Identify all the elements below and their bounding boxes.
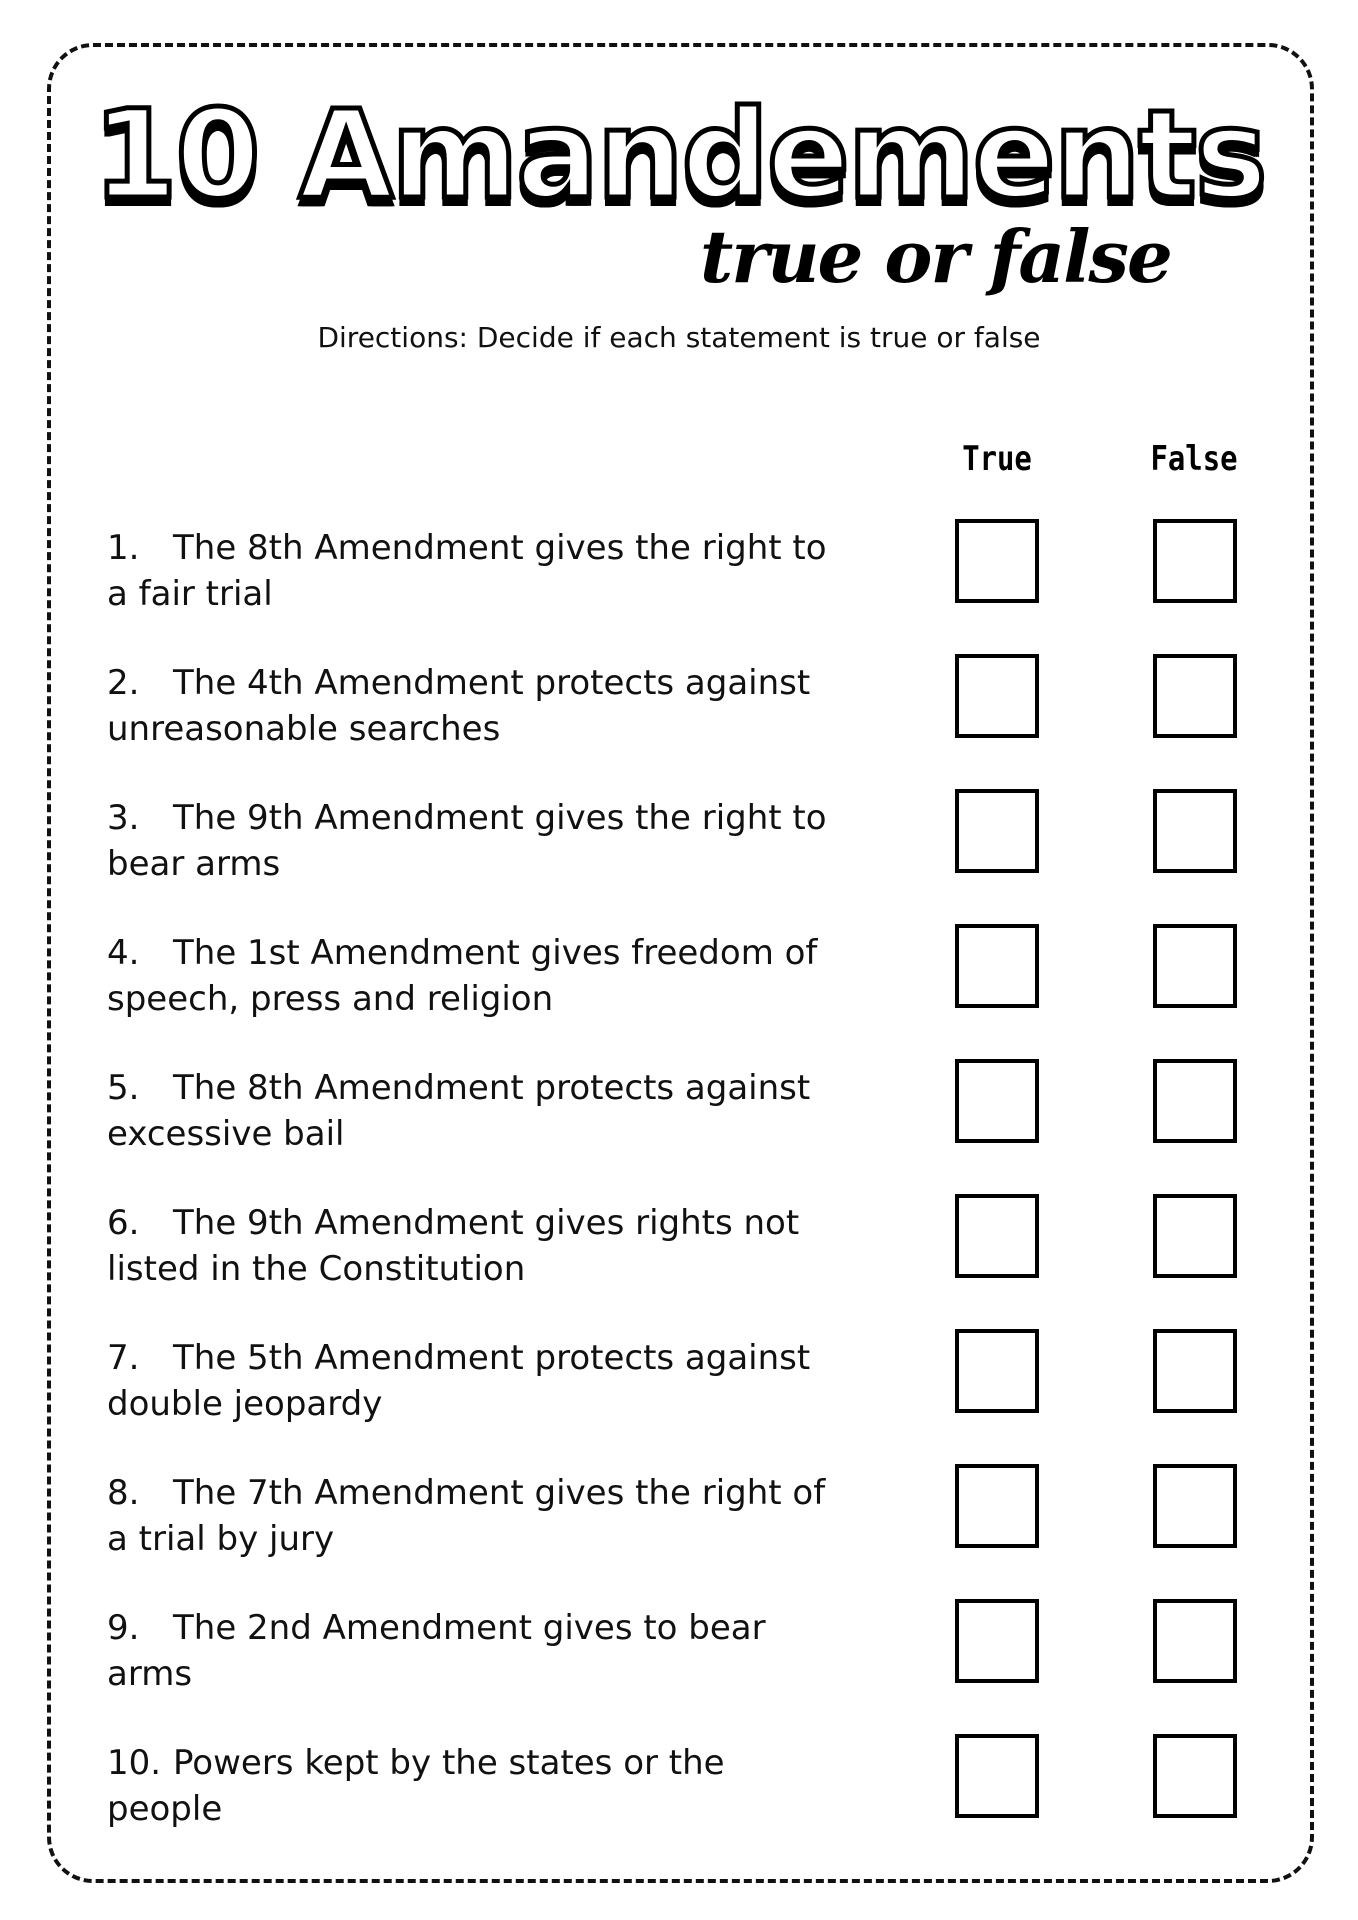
question-line-2: people <box>107 1789 223 1829</box>
question-text: Powers kept by the states or the <box>173 1743 725 1783</box>
question-item <box>107 930 827 1022</box>
question-line-1 <box>107 1335 827 1381</box>
false-checkbox[interactable] <box>1153 1734 1237 1818</box>
question-number: 7. <box>107 1338 140 1378</box>
true-checkbox[interactable] <box>955 519 1039 603</box>
true-checkbox[interactable] <box>955 1194 1039 1278</box>
question-number: 6. <box>107 1203 140 1243</box>
true-column-header: True <box>962 439 1032 479</box>
question-text: The 1st Amendment gives freedom of <box>173 933 818 973</box>
true-checkbox[interactable] <box>955 654 1039 738</box>
question-line-2: listed in the Constitution <box>107 1249 526 1289</box>
true-checkbox[interactable] <box>955 1599 1039 1683</box>
question-text: The 9th Amendment gives the right to <box>173 798 827 838</box>
question-item <box>107 1065 827 1157</box>
question-line-1 <box>107 795 827 841</box>
question-line-1 <box>107 1740 827 1786</box>
true-checkbox[interactable] <box>955 1059 1039 1143</box>
false-column-header: False <box>1150 439 1238 479</box>
question-item <box>107 1200 827 1292</box>
question-line-2: arms <box>107 1654 193 1694</box>
question-item <box>107 525 827 617</box>
worksheet-title: 10 Amandements <box>92 84 1266 226</box>
question-text: The 2nd Amendment gives to bear <box>173 1608 766 1648</box>
true-checkbox[interactable] <box>955 924 1039 1008</box>
false-checkbox[interactable] <box>1153 1329 1237 1413</box>
question-text: The 5th Amendment protects against <box>173 1338 811 1378</box>
true-checkbox[interactable] <box>955 789 1039 873</box>
question-line-2: bear arms <box>107 844 281 884</box>
question-line-1 <box>107 930 827 976</box>
question-line-1 <box>107 660 827 706</box>
question-number: 9. <box>107 1608 140 1648</box>
true-checkbox[interactable] <box>955 1464 1039 1548</box>
question-line-2: a trial by jury <box>107 1519 335 1559</box>
question-number: 3. <box>107 798 140 838</box>
question-number: 4. <box>107 933 140 973</box>
question-line-2: unreasonable searches <box>107 709 501 749</box>
question-text: The 8th Amendment gives the right to <box>173 528 827 568</box>
question-number: 10. <box>107 1743 162 1783</box>
question-number: 5. <box>107 1068 140 1108</box>
question-line-2: speech, press and religion <box>107 979 554 1019</box>
question-item <box>107 1740 827 1832</box>
true-checkbox[interactable] <box>955 1734 1039 1818</box>
question-text: The 9th Amendment gives rights not <box>173 1203 800 1243</box>
true-checkbox[interactable] <box>955 1329 1039 1413</box>
question-line-2: double jeopardy <box>107 1384 383 1424</box>
false-checkbox[interactable] <box>1153 924 1237 1008</box>
question-text: The 7th Amendment gives the right of <box>173 1473 826 1513</box>
question-number: 1. <box>107 528 140 568</box>
question-line-1 <box>107 525 827 571</box>
question-number: 2. <box>107 663 140 703</box>
false-checkbox[interactable] <box>1153 1599 1237 1683</box>
false-checkbox[interactable] <box>1153 789 1237 873</box>
question-line-2: a fair trial <box>107 574 273 614</box>
false-checkbox[interactable] <box>1153 1059 1237 1143</box>
question-item <box>107 1335 827 1427</box>
question-line-2: excessive bail <box>107 1114 345 1154</box>
question-item <box>107 1605 827 1697</box>
question-line-1 <box>107 1470 827 1516</box>
question-line-1 <box>107 1065 827 1111</box>
false-checkbox[interactable] <box>1153 519 1237 603</box>
question-line-1 <box>107 1200 827 1246</box>
question-text: The 4th Amendment protects against <box>173 663 811 703</box>
question-item <box>107 1470 827 1562</box>
worksheet-subtitle: true or false <box>700 214 1171 299</box>
question-line-1 <box>107 1605 827 1651</box>
question-number: 8. <box>107 1473 140 1513</box>
directions-text: Directions: Decide if each statement is true or false <box>317 321 1041 354</box>
false-checkbox[interactable] <box>1153 1464 1237 1548</box>
question-item <box>107 795 827 887</box>
question-item <box>107 660 827 752</box>
question-text: The 8th Amendment protects against <box>173 1068 811 1108</box>
false-checkbox[interactable] <box>1153 654 1237 738</box>
false-checkbox[interactable] <box>1153 1194 1237 1278</box>
